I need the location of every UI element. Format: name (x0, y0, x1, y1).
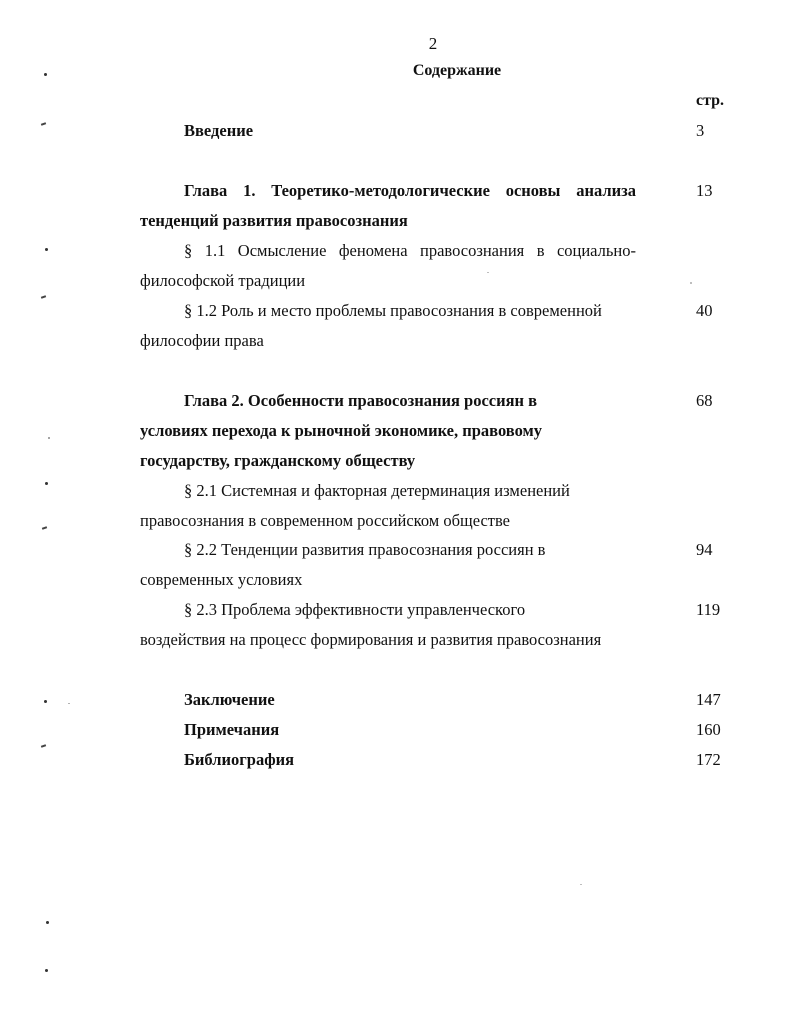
page-number: 2 (428, 34, 438, 53)
scan-speck (44, 73, 47, 76)
page-column-header: стр. (696, 92, 725, 109)
toc-s11-line1: § 1.1 Осмысление феномена правосознания в социально- (184, 241, 636, 260)
scan-speck (45, 248, 48, 251)
toc-ch1-title-line2: тенденций развития правосознания (140, 211, 408, 230)
toc-ch2-title-line1: Глава 2. Особенности правосознания россиян в (184, 391, 538, 410)
scan-speck (45, 482, 48, 485)
toc-s12-page: 40 (696, 301, 713, 320)
toc-bibliography-title: Библиография (184, 750, 295, 769)
toc-conclusion-page: 147 (696, 690, 721, 709)
toc-s23-line1: § 2.3 Проблема эффективности управленческого (184, 600, 526, 619)
scan-speck (45, 969, 48, 972)
toc-s23-line2: воздействия на процесс формирования и развития правосознания (140, 630, 602, 649)
toc-conclusion-title: Заключение (184, 690, 275, 709)
toc-ch2-title-line3: государству, гражданскому обществу (140, 451, 416, 470)
toc-s21-line2: правосознания в современном российском обществе (140, 511, 511, 530)
scan-speck (44, 700, 47, 703)
scan-speck (42, 526, 47, 530)
scan-speck (41, 122, 46, 126)
toc-s23-page: 119 (696, 600, 721, 619)
scan-speck (41, 295, 46, 299)
toc-ch2-title-line2: условиях перехода к рыночной экономике, правовому (140, 421, 543, 440)
toc-bibliography-page: 172 (696, 750, 721, 769)
toc-s12-line1: § 1.2 Роль и место проблемы правосознания в современной (184, 301, 602, 320)
toc-ch2-page: 68 (696, 391, 713, 410)
toc-ch1-title-line1: Глава 1. Теоретико-методологические основы анализа (184, 181, 636, 200)
toc-ch1-page: 13 (696, 181, 713, 200)
toc-s11-line2: философской традиции (140, 271, 306, 290)
toc-s22-line2: современных условиях (140, 570, 303, 589)
toc-intro-title: Введение (184, 121, 254, 140)
toc-s22-line1: § 2.2 Тенденции развития правосознания россиян в (184, 540, 546, 559)
scan-speck (580, 884, 582, 885)
page-title: Содержание (412, 62, 502, 79)
scan-speck (41, 744, 46, 748)
scan-speck (48, 437, 50, 439)
toc-s22-page: 94 (696, 540, 713, 559)
toc-notes-title: Примечания (184, 720, 280, 739)
toc-s21-line1: § 2.1 Системная и факторная детерминация изменений (184, 481, 570, 500)
scan-speck (68, 703, 70, 704)
toc-intro-page: 3 (696, 121, 705, 140)
toc-notes-page: 160 (696, 720, 721, 739)
toc-s12-line2: философии права (140, 331, 264, 350)
scan-speck (690, 282, 692, 284)
scan-speck (46, 921, 49, 924)
scan-speck (487, 272, 489, 273)
